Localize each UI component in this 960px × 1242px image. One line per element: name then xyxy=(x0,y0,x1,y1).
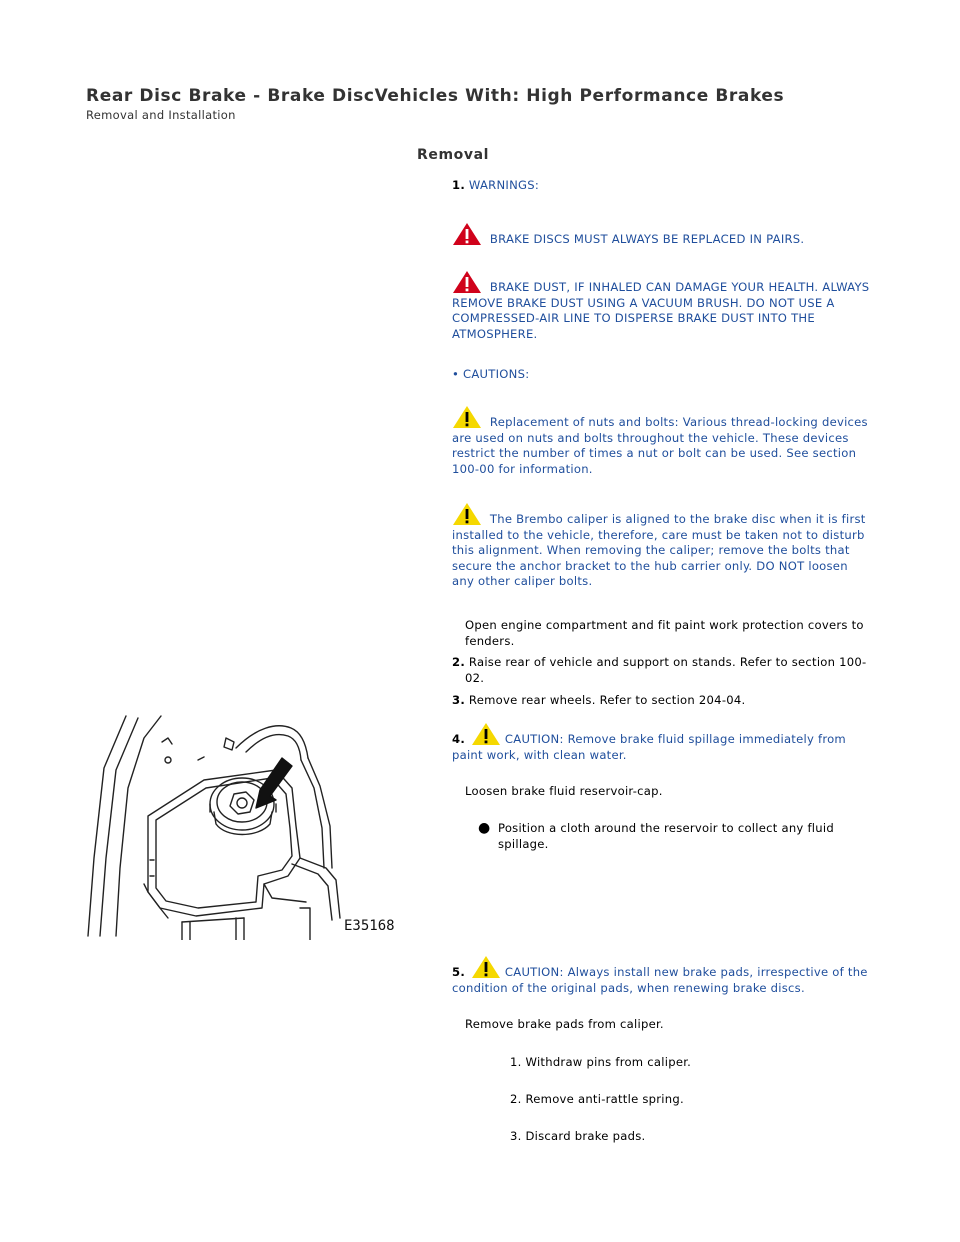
caution-1-text: Replacement of nuts and bolts: Various thread-locking devices are used on nuts and bolts throughout the vehicle. These devices restrict the number of times a nut or bolt can be used. See section 100-00 for information. xyxy=(452,415,868,476)
step-1-action: Open engine compartment and fit paint work protection covers to fenders. xyxy=(465,618,864,648)
reservoir-illustration xyxy=(86,708,396,940)
figure-label: E35168 xyxy=(344,918,395,934)
reservoir-drawing-icon xyxy=(86,708,396,940)
step-4-caution xyxy=(452,722,872,763)
section-heading: Removal xyxy=(417,147,490,163)
step-1-warnings-header xyxy=(452,178,872,194)
step-2-text: Raise rear of vehicle and support on stands. Refer to section 100-02. xyxy=(465,655,867,685)
bullet-icon: ● xyxy=(478,820,491,836)
step-2 xyxy=(452,655,885,686)
step-4-action: Loosen brake fluid reservoir-cap. xyxy=(465,784,663,798)
warning-2 xyxy=(452,270,872,342)
warning-1-text: BRAKE DISCS MUST ALWAYS BE REPLACED IN PAIRS. xyxy=(486,232,805,246)
warning-2-text: BRAKE DUST, IF INHALED CAN DAMAGE YOUR HEALTH. ALWAYS REMOVE BRAKE DUST USING A VACUUM BRUSH. DO NOT USE A COMPRESSED-AIR LINE TO DISPERSE BRAKE DUST INTO THE ATMOSPHERE. xyxy=(452,280,870,341)
step-number: 2. xyxy=(452,655,465,669)
step-5-sub-2: 2. Remove anti-rattle spring. xyxy=(510,1092,684,1106)
caution-yellow-icon xyxy=(452,502,482,526)
step-number: 1. xyxy=(452,178,465,192)
step-5-action: Remove brake pads from caliper. xyxy=(465,1017,664,1031)
page-title: Rear Disc Brake - Brake DiscVehicles With: High Performance Brakes xyxy=(86,86,785,106)
step-number: 4. xyxy=(452,732,465,746)
caution-yellow-icon xyxy=(452,405,482,429)
warning-red-icon xyxy=(452,222,482,246)
step-4-bullet xyxy=(478,821,878,852)
step-number: 3. xyxy=(452,693,465,707)
step-5-sub-1: 1. Withdraw pins from caliper. xyxy=(510,1055,692,1069)
warning-red-icon xyxy=(452,270,482,294)
caution-2-text: The Brembo caliper is aligned to the brake disc when it is first installed to the vehicle, therefore, care must be taken not to disturb this alignment. When removing the caliper; remove the bolts that secure the anchor bracket to the hub carrier only. DO NOT loosen any other caliper bolts. xyxy=(452,512,866,588)
step-4-bullet-text: Position a cloth around the reservoir to collect any fluid spillage. xyxy=(498,821,834,851)
step-5-sub-3: 3. Discard brake pads. xyxy=(510,1129,646,1143)
step-4-caution-text: CAUTION: Remove brake fluid spillage immediately from paint work, with clean water. xyxy=(452,732,846,762)
step-3 xyxy=(452,693,872,709)
caution-yellow-icon xyxy=(471,722,501,746)
step-3-text: Remove rear wheels. Refer to section 204-04. xyxy=(468,693,746,707)
cautions-label: • CAUTIONS: xyxy=(452,367,530,381)
step-5-caution-text: CAUTION: Always install new brake pads, irrespective of the condition of the original pads, when renewing brake discs. xyxy=(452,965,868,995)
caution-1 xyxy=(452,405,872,477)
page-subtitle: Removal and Installation xyxy=(86,108,236,122)
caution-2 xyxy=(452,502,872,590)
warnings-label: WARNINGS: xyxy=(468,178,540,192)
caution-yellow-icon xyxy=(471,955,501,979)
step-number: 5. xyxy=(452,965,465,979)
step-5-caution xyxy=(452,955,872,996)
warning-1 xyxy=(452,222,872,248)
